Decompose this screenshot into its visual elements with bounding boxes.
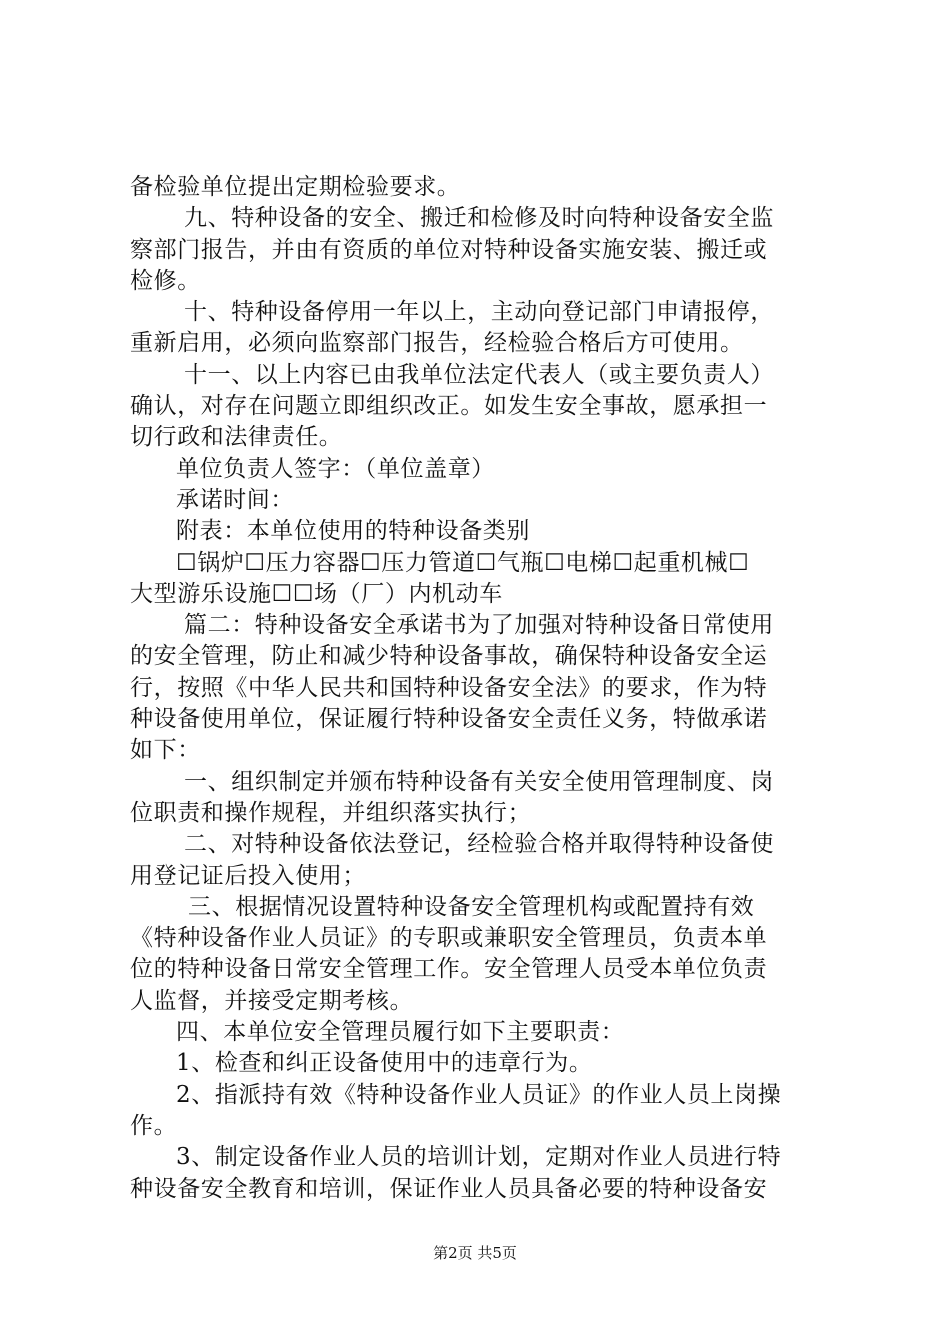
text-line: 2、指派持有效《特种设备作业人员证》的作业人员上岗操	[176, 1081, 782, 1108]
text-line: ☐锅炉☐压力容器☐压力管道☐气瓶☐电梯☐起重机械☐	[176, 549, 750, 576]
text-line: 察部门报告，并由有资质的单位对特种设备实施安装、搬迁或	[130, 236, 768, 263]
text-line: 位的特种设备日常安全管理工作。安全管理人员受本单位负责	[130, 956, 768, 983]
text-line: 《特种设备作业人员证》的专职或兼职安全管理员，负责本单	[130, 925, 768, 952]
text-line: 切行政和法律责任。	[130, 424, 343, 451]
text-line: 人监督，并接受定期考核。	[130, 987, 414, 1014]
text-line: 1、检查和纠正设备使用中的违章行为。	[176, 1050, 593, 1077]
text-line: 一、组织制定并颁布特种设备有关安全使用管理制度、岗	[184, 768, 774, 795]
text-line: 篇二：特种设备安全承诺书为了加强对特种设备日常使用	[184, 612, 774, 639]
text-line: 备检验单位提出定期检验要求。	[130, 174, 461, 200]
text-line: 十一、以上内容已由我单位法定代表人（或主要负责人）	[184, 361, 774, 388]
document-body	[130, 172, 830, 1205]
text-line: 行，按照《中华人民共和国特种设备安全法》的要求，作为特	[130, 674, 768, 701]
text-line: 三、根据情况设置特种设备安全管理机构或配置持有效	[188, 893, 755, 920]
text-line: 二、对特种设备依法登记，经检验合格并取得特种设备使	[184, 831, 774, 858]
text-line: 十、特种设备停用一年以上，主动向登记部门申请报停，	[184, 299, 774, 326]
text-line: 位职责和操作规程，并组织落实执行；	[130, 799, 532, 826]
text-line: 检修。	[130, 267, 201, 294]
text-line: 如下：	[130, 737, 201, 764]
text-line: 3、制定设备作业人员的培训计划，定期对作业人员进行特	[176, 1144, 782, 1171]
text-line: 单位负责人签字：（单位盖章）	[176, 455, 495, 482]
text-line: 重新启用，必须向监察部门报告，经检验合格后方可使用。	[130, 330, 744, 357]
text-line: 的安全管理，防止和减少特种设备事故，确保特种设备安全运	[130, 643, 768, 670]
text-line: 附表：本单位使用的特种设备类别	[176, 518, 530, 545]
text-line: 确认，对存在问题立即组织改正。如发生安全事故，愿承担一	[130, 393, 768, 420]
text-line: 种设备使用单位，保证履行特种设备安全责任义务，特做承诺	[130, 706, 768, 733]
page-footer: 第2页 共5页	[433, 1244, 517, 1262]
text-line: 四、本单位安全管理员履行如下主要职责：	[176, 1019, 625, 1046]
text-line: 作。	[130, 1112, 178, 1139]
text-line: 九、特种设备的安全、搬迁和检修及时向特种设备安全监	[184, 205, 774, 232]
text-line: 大型游乐设施☐☐场（厂）内机动车	[130, 580, 503, 607]
text-line: 承诺时间：	[176, 486, 294, 513]
text-line: 用登记证后投入使用；	[130, 862, 366, 889]
text-line: 种设备安全教育和培训，保证作业人员具备必要的特种设备安	[130, 1175, 768, 1202]
